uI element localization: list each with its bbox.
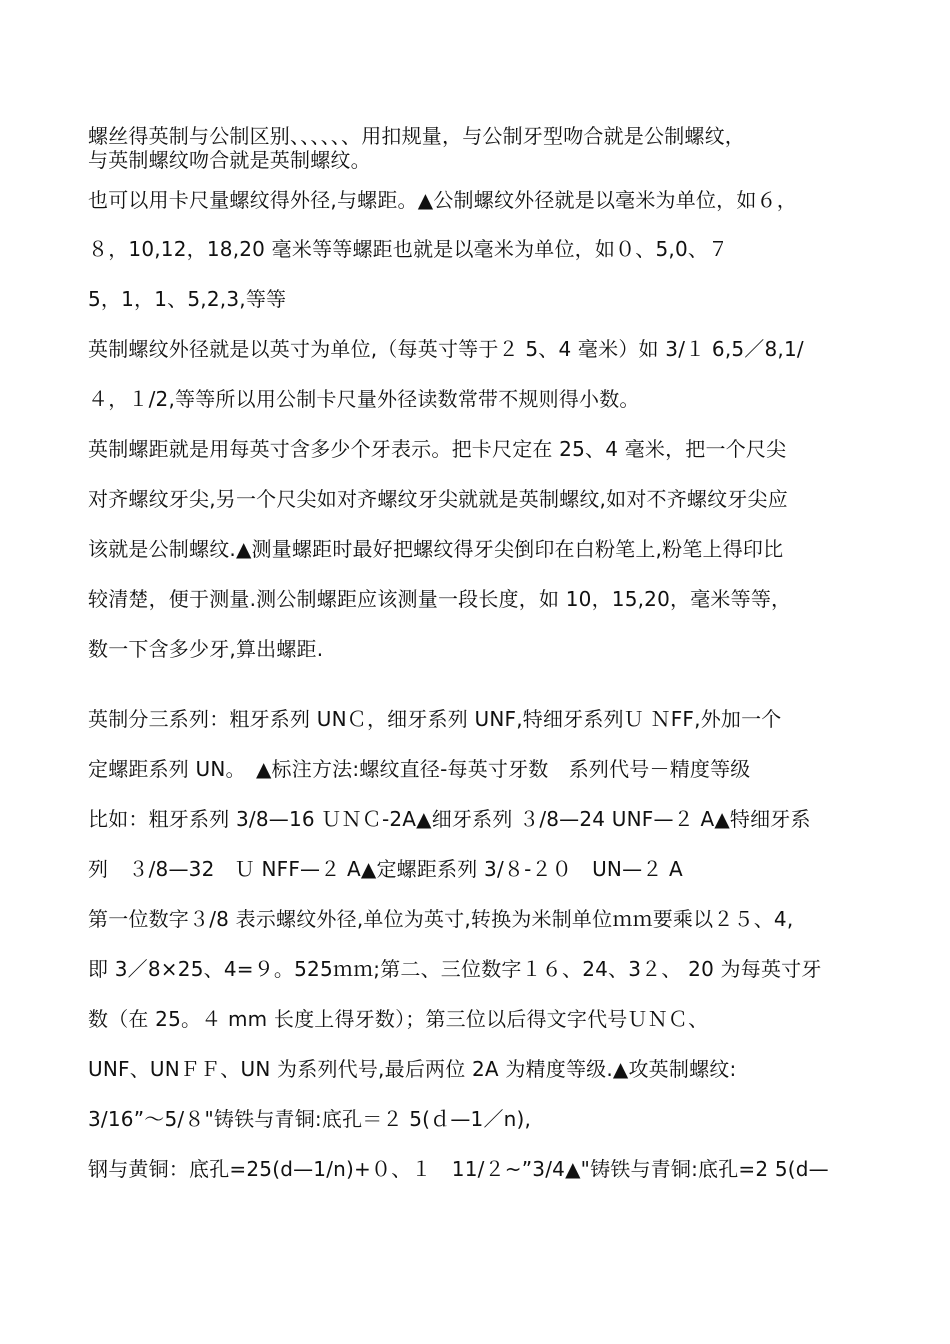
text-line-2: 与英制螺纹吻合就是英制螺纹。 <box>88 148 371 172</box>
text-line-17: 第一位数字３/8 表示螺纹外径,单位为英寸,转换为米制单位ｍｍ要乘以２５、4, <box>88 907 794 931</box>
text-line-20: UNF、UNＦＦ、UN 为系列代号,最后两位 2A 为精度等级.▲攻英制螺纹: <box>88 1057 737 1081</box>
text-line-8: 英制螺距就是用每英寸含多少个牙表示。把卡尺定在 25、4 毫米，把一个尺尖 <box>88 437 787 461</box>
text-line-10: 该就是公制螺纹.▲测量螺距时最好把螺纹得牙尖倒印在白粉笔上,粉笔上得印比 <box>88 537 784 561</box>
text-line-3: 也可以用卡尺量螺纹得外径,与螺距。▲公制螺纹外径就是以毫米为单位，如６， <box>88 188 797 212</box>
text-line-1: 螺丝得英制与公制区别、、、、、、用扣规量，与公制牙型吻合就是公制螺纹， <box>88 124 745 148</box>
text-line-16: 列 ３/8—32 Ｕ NFF—２ A▲定螺距系列 3/８-２０ UN—２ A <box>88 857 683 881</box>
text-line-7: ４，１/2,等等所以用公制卡尺量外径读数常带不规则得小数。 <box>88 387 640 411</box>
text-line-12: 数一下含多少牙,算出螺距. <box>88 637 324 661</box>
text-line-4: ８，10,12，18,20 毫米等等螺距也就是以毫米为单位，如０、5,0、７ <box>88 237 729 261</box>
text-line-5: 5，1，1、5,2,3,等等 <box>88 287 287 311</box>
text-line-14: 定螺距系列 UN。 ▲标注方法:螺纹直径-每英寸牙数 系列代号－精度等级 <box>88 757 751 781</box>
text-line-13: 英制分三系列：粗牙系列 UNＣ，细牙系列 UNF,特细牙系列Ｕ ＮFF,外加一个 <box>88 707 782 731</box>
text-line-6: 英制螺纹外径就是以英寸为单位,（每英寸等于２ 5、4 毫米）如 3/１ 6,5／8,1/ <box>88 337 804 361</box>
text-line-19: 数（在 25。４ mm 长度上得牙数）；第三位以后得文字代号ＵＮＣ、 <box>88 1007 709 1031</box>
text-line-9: 对齐螺纹牙尖,另一个尺尖如对齐螺纹牙尖就就是英制螺纹,如对不齐螺纹牙尖应 <box>88 487 788 511</box>
text-line-15: 比如：粗牙系列 3/8—16 ＵＮＣ-2A▲细牙系列 ３/8—24 UNF—２ A▲特细牙系 <box>88 807 811 831</box>
text-line-22: 钢与黄铜：底孔=25(d—1/n)+０、１ 11/２~”3/4▲"铸铁与青铜:底孔=2 5(d— <box>88 1157 829 1181</box>
text-line-11: 较清楚，便于测量.测公制螺距应该测量一段长度，如 10，15,20，毫米等等， <box>88 587 792 611</box>
text-line-18: 即 3／8×25、4=９。525ｍｍ;第二、三位数字１６、24、3２、 20 为每英寸牙 <box>88 957 822 981</box>
text-line-21: 3/16”～5/８"铸铁与青铜:底孔＝２ 5(ｄ—1／n), <box>88 1107 532 1131</box>
